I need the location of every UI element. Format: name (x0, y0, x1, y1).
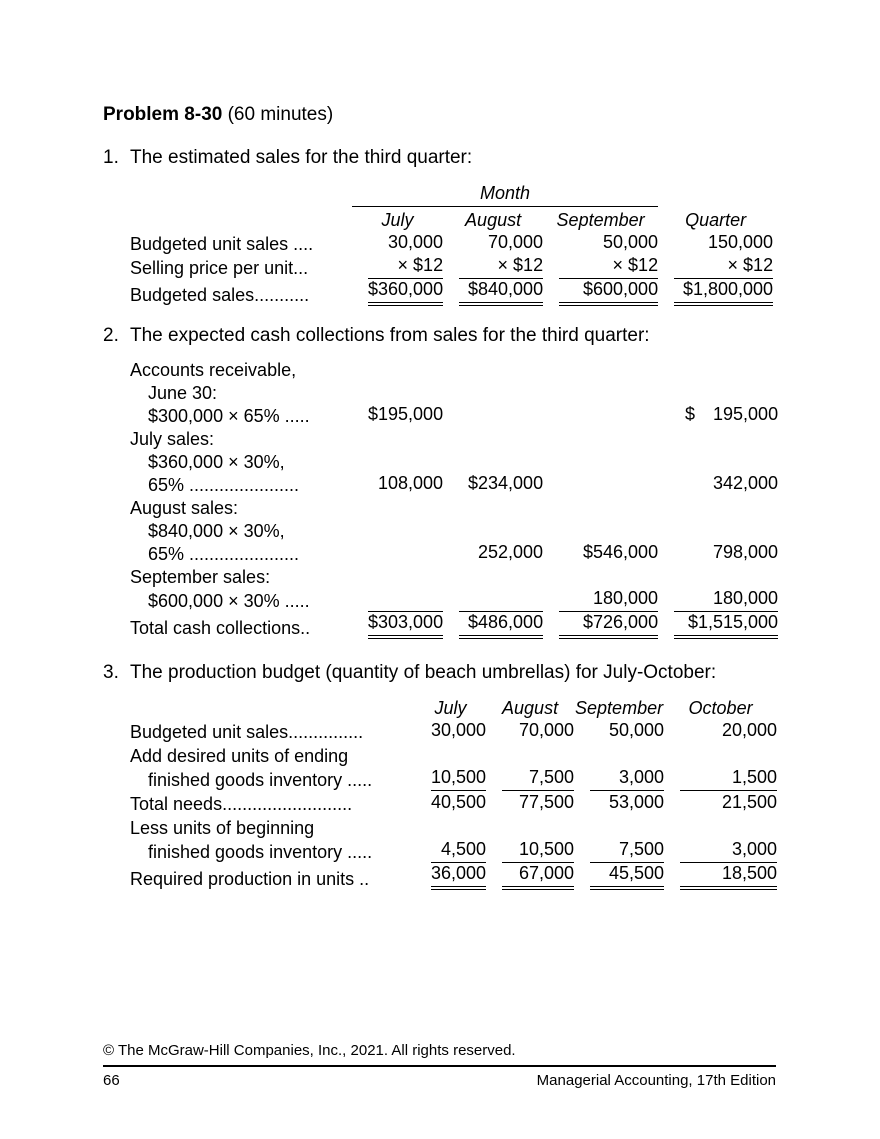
copyright-notice: © The McGraw-Hill Companies, Inc., 2021. All rights reserved. (103, 1042, 776, 1067)
page-footer (103, 1042, 776, 1089)
value-july: $303,000 (368, 612, 443, 639)
row-label: finished goods inventory ..... (148, 770, 373, 790)
table-row (130, 542, 778, 565)
table-row (130, 496, 778, 519)
table-row (130, 279, 773, 306)
row-label: $600,000 × 30% ..... (148, 591, 310, 611)
value-july: × $12 (368, 255, 443, 279)
value-august (459, 404, 543, 427)
value-october: 18,500 (680, 863, 777, 890)
value-september: $600,000 (559, 279, 658, 306)
value-september (559, 404, 658, 427)
column-header-august: August (465, 210, 522, 230)
value-october: 3,000 (680, 839, 777, 863)
value-september: $726,000 (559, 612, 658, 639)
section-3-number: 3. (103, 662, 119, 683)
value-july: 36,000 (431, 863, 486, 890)
value-august: $234,000 (468, 473, 544, 493)
column-header-september: September (556, 210, 645, 230)
column-header-july: July (381, 210, 414, 230)
value-august: 10,500 (502, 839, 574, 863)
table-row (130, 473, 778, 496)
column-header-row (130, 207, 773, 232)
value-september: 50,000 (609, 720, 665, 740)
value-september: × $12 (559, 255, 658, 279)
value-quarter: $1,515,000 (674, 612, 778, 639)
section-3-title: The production budget (quantity of beach umbrellas) for July-October: (130, 662, 717, 683)
table-row (130, 519, 778, 542)
book-edition: Managerial Accounting, 17th Edition (536, 1072, 776, 1089)
problem-number: Problem 8-30 (103, 104, 223, 125)
value-july (368, 588, 443, 612)
row-label: $360,000 × 30%, (148, 452, 285, 472)
row-label: Less units of beginning (130, 818, 315, 838)
table-row (130, 612, 778, 639)
footer-bottom-row (103, 1067, 776, 1089)
row-label: Budgeted unit sales .... (130, 234, 314, 254)
production-budget-table (130, 695, 777, 890)
page-title (103, 104, 333, 126)
value-august: 70,000 (519, 720, 575, 740)
value-september: 45,500 (590, 863, 664, 890)
value-september: 180,000 (559, 588, 658, 612)
value-july: $195,000 (368, 404, 444, 424)
table-row (130, 231, 773, 255)
value-september: 50,000 (603, 232, 659, 252)
cash-collections-table (130, 358, 778, 639)
row-label: Accounts receivable, (130, 360, 297, 380)
page-number: 66 (103, 1072, 120, 1089)
value-september: $546,000 (583, 542, 659, 562)
column-header-september: September (575, 698, 664, 718)
value-july: 40,500 (431, 792, 487, 812)
value-september: 7,500 (590, 839, 664, 863)
value-july: $360,000 (368, 279, 443, 306)
value-quarter: 342,000 (713, 473, 779, 493)
value-august: 252,000 (478, 542, 544, 562)
table-row (130, 767, 777, 791)
row-label: June 30: (148, 383, 218, 403)
row-label: August sales: (130, 498, 239, 518)
column-header-july: July (434, 698, 467, 718)
table-row (130, 815, 777, 839)
section-2-heading (103, 325, 778, 347)
value-july: 108,000 (378, 473, 444, 493)
row-label: 65% ...................... (148, 544, 300, 564)
column-header-quarter: Quarter (685, 210, 747, 230)
value-august: 7,500 (502, 767, 574, 791)
table-row (130, 255, 773, 279)
estimated-sales-table (130, 180, 773, 306)
value-quarter: $ 195,000 (685, 404, 779, 424)
row-label: $840,000 × 30%, (148, 521, 285, 541)
row-label: Total needs.......................... (130, 794, 353, 814)
value-september: 3,000 (590, 767, 664, 791)
table-row (130, 743, 777, 767)
column-header-august: August (502, 698, 559, 718)
table-row (130, 450, 778, 473)
section-production-budget (103, 662, 777, 890)
month-header: Month (352, 180, 658, 207)
section-1-number: 1. (103, 147, 119, 168)
value-september: 53,000 (609, 792, 665, 812)
value-august (459, 588, 543, 612)
table-row (130, 588, 778, 612)
row-label: Add desired units of ending (130, 746, 349, 766)
value-october: 20,000 (722, 720, 778, 740)
table-row (130, 863, 777, 890)
value-july: 4,500 (431, 839, 486, 863)
value-october: 21,500 (722, 792, 778, 812)
section-1-heading (103, 147, 773, 169)
table-row (130, 565, 778, 588)
problem-duration: (60 minutes) (222, 104, 334, 125)
table-row (130, 839, 777, 863)
value-july: 30,000 (388, 232, 444, 252)
value-quarter: 150,000 (708, 232, 774, 252)
row-label: Budgeted unit sales............... (130, 722, 364, 742)
value-august: 67,000 (502, 863, 574, 890)
section-estimated-sales (103, 147, 773, 306)
section-2-number: 2. (103, 325, 119, 346)
row-label: Selling price per unit... (130, 258, 309, 278)
table-row (130, 427, 778, 450)
section-cash-collections (103, 325, 778, 639)
table-row (130, 404, 778, 427)
row-label: 65% ...................... (148, 475, 300, 495)
row-label: finished goods inventory ..... (148, 842, 373, 862)
section-3-heading (103, 662, 777, 684)
month-span-row (130, 180, 773, 207)
value-july: 10,500 (431, 767, 486, 791)
value-august: × $12 (459, 255, 543, 279)
value-august: 70,000 (488, 232, 544, 252)
table-row (130, 791, 777, 815)
value-october: 1,500 (680, 767, 777, 791)
section-2-title: The expected cash collections from sales for the third quarter: (130, 325, 650, 346)
value-september (559, 473, 658, 496)
value-quarter: 798,000 (713, 542, 779, 562)
value-quarter: $1,800,000 (674, 279, 773, 306)
row-label: Required production in units .. (130, 869, 370, 889)
value-august: 77,500 (519, 792, 575, 812)
section-1-title: The estimated sales for the third quarter: (130, 147, 473, 168)
value-quarter: × $12 (674, 255, 773, 279)
row-label: September sales: (130, 567, 271, 587)
value-quarter: 180,000 (674, 588, 778, 612)
column-header-october: October (688, 698, 753, 718)
value-august: $840,000 (459, 279, 543, 306)
table-row (130, 719, 777, 743)
table-row (130, 381, 778, 404)
column-header-row (130, 695, 777, 719)
value-july: 30,000 (431, 720, 487, 740)
row-label: $300,000 × 65% ..... (148, 406, 310, 426)
table-row (130, 358, 778, 381)
row-label: July sales: (130, 429, 215, 449)
row-label: Total cash collections.. (130, 618, 311, 638)
value-july (368, 542, 443, 565)
value-august: $486,000 (459, 612, 543, 639)
row-label: Budgeted sales........... (130, 285, 310, 305)
